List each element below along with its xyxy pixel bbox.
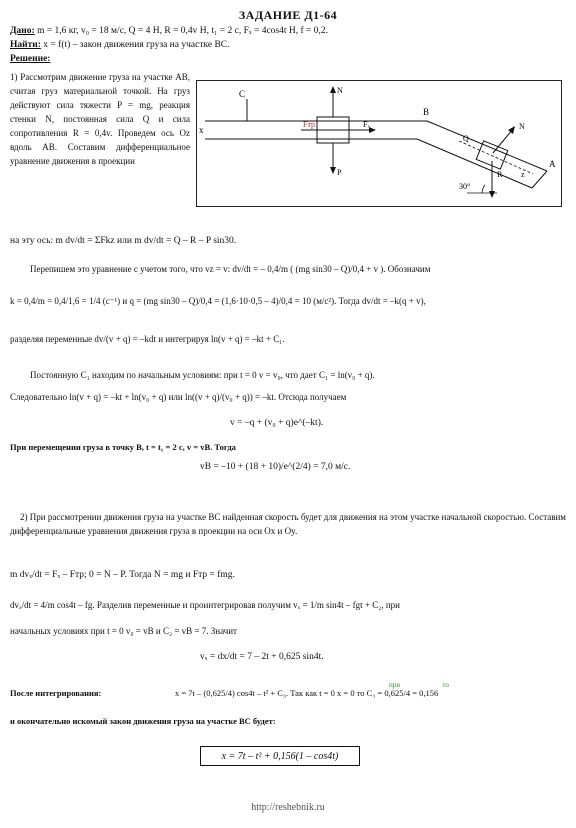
label-Ftr: Fтр — [303, 120, 316, 129]
final-answer: x = 7t – t² + 0,156(1 – cos4t) — [221, 750, 339, 762]
part2-paragraph: 2) При рассмотрении движения груза на участке BC найденная скорость будет для движения на этом участке начальной скоростью. Составим дифференциальные уравнения движения груза в проекции на оси Ox и Oy. — [10, 512, 566, 536]
label-x: x — [199, 125, 204, 135]
footer-url[interactable]: http://reshebnik.ru — [251, 802, 325, 813]
label-N: N — [337, 86, 343, 95]
label-z: z — [521, 170, 525, 179]
green-note-then: то — [442, 681, 449, 689]
solution-heading — [10, 54, 50, 64]
eq-axis-projection: на эту ось: m dv/dt = ΣFkz или m dv/dt = Q – R – P sin30. — [10, 236, 237, 246]
label-N2: N — [519, 122, 525, 131]
label-P: P — [337, 168, 342, 177]
problem-figure — [196, 80, 562, 207]
eq-velocity: v = –q + (v₀ + q)e^(–kt). — [230, 418, 324, 428]
label-Fx: Fₓ — [363, 120, 370, 129]
eq-system: m dvₓ/dt = Fₓ – Fтр; 0 = N – P. Тогда N = mg и Fтр = fmg. — [10, 570, 235, 580]
part1-paragraph: 1) Рассмотрим движение груза на участке AB, считая груз материальной точкой. На груз действуют сила тяжести P = mg, реакция стенки N, постоянная сила Q и сила сопротивления R = 0,4v. Проведем ось Oz вдоль AB. Составим дифференциальное уравнение движения в проекции — [10, 72, 190, 166]
eq-final-label: и окончательно искомый закон движения груза на участке BC будет: — [10, 716, 276, 726]
label-C: C — [239, 89, 246, 99]
eq-k-q: k = 0,4/m = 0,4/1,6 = 1/4 (c⁻¹) и q = (mg sin30 – Q)/0,4 = (1,6·10·0,5 – 4)/0,4 = 10 (м/с²). Тогда dv/dt = –k(q + v), — [10, 296, 426, 306]
given-text: m = 1,6 кг, v₀ = 18 м/с, Q = 4 Н, R = 0,4v Н, t₁ = 2 с, Fₓ = 4cos4t Н, f = 0,2. — [37, 26, 329, 36]
part1-substitution: Перепишем это уравнение с учетом того, что vz = v: dv/dt = – 0,4/m ( (mg sin30 – Q)/0,4 + v ). Обозначим — [30, 264, 431, 274]
eq-substitute: Следовательно ln(v + q) = –kt + ln(v₀ + q) или ln((v + q)/(v₀ + q)) = –kt. Отсюда получаем — [10, 392, 347, 402]
eq-vx: vₓ = dx/dt = 7 – 2t + 0,625 sin4t. — [200, 652, 324, 662]
page-title: ЗАДАНИЕ Д1-64 — [238, 8, 338, 22]
eq-separate: разделяя переменные dv/(v + q) = –kdt и интегрируя ln(v + q) = –kt + C₁. — [10, 334, 285, 344]
eq-integrate: dvₓ/dt = 4/m cos4t – fg. Разделив переменные и проинтегрировав получим vₓ = 1/m sin4t – fgt + C₂, при — [10, 600, 400, 610]
green-note-group — [389, 680, 449, 690]
green-note-when: при — [389, 681, 400, 689]
figure-drawing — [197, 81, 561, 206]
given-label: Дано: — [10, 26, 35, 36]
solution-label: Решение: — [10, 54, 51, 64]
find-line — [10, 40, 230, 50]
part1-constant: Постоянную C₁ находим по начальным условиям: при t = 0 v = v₀, что дает C₁ = ln(v₀ + q). — [30, 370, 375, 380]
eq-point-B-label: При перемещении груза в точку B, t = t₁ = 2 c, v = vB. Тогда — [10, 442, 236, 452]
eq-initial: начальных условиях при t = 0 v₀ = vB и C₂ = vB = 7. Значит — [10, 626, 237, 636]
label-Q: Q — [463, 134, 469, 143]
find-label: Найти: — [10, 40, 41, 50]
eq-x-general: x = 7t – (0,625/4) cos4t – t² + C₃. Так как t = 0 x = 0 то C₃ = 0,625/4 = 0,156 — [175, 688, 439, 698]
final-answer-box — [200, 746, 360, 766]
label-angle: 30° — [459, 182, 471, 191]
eq-vB: vB = –10 + (18 + 10)/e^(2/4) = 7,0 м/с. — [200, 462, 351, 472]
eq-after-integration-label: После интегрирования: — [10, 688, 102, 698]
given-line — [10, 26, 328, 36]
label-B: B — [423, 107, 430, 117]
label-R: R — [497, 170, 503, 179]
label-A: A — [549, 159, 556, 169]
find-text: x = f(t) – закон движения груза на участке BC. — [43, 40, 230, 50]
